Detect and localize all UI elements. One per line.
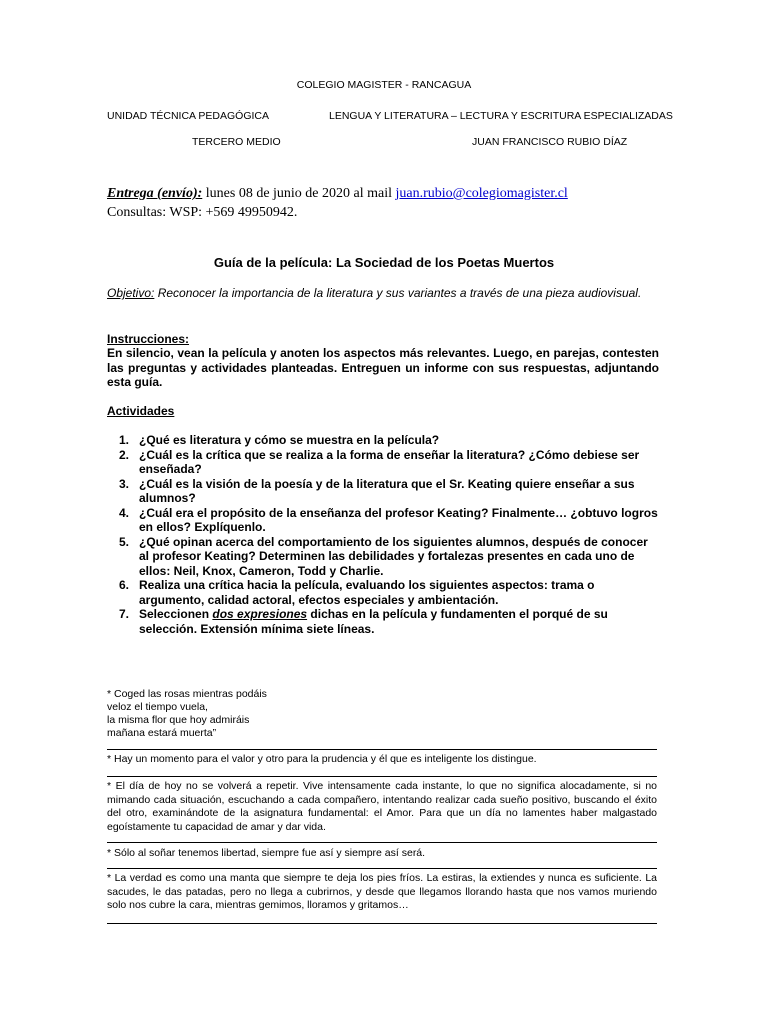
delivery-text: lunes 08 de junio de 2020 al mail — [202, 186, 396, 201]
divider — [107, 842, 657, 843]
divider — [107, 776, 657, 777]
divider — [107, 749, 657, 750]
teacher-name: JUAN FRANCISCO RUBIO DÍAZ — [472, 136, 628, 148]
unit-name: UNIDAD TÉCNICA PEDAGÓGICA — [107, 110, 270, 122]
phrase-item: * Hay un momento para el valor y otro para la prudencia y él que es inteligente los distingue. — [107, 753, 537, 765]
email-link[interactable]: juan.rubio@colegiomagister.cl — [395, 186, 568, 201]
objective — [107, 286, 659, 301]
list-item: 2. ¿Cuál es la crítica que se realiza a la forma de enseñar la literatura? ¿Cómo debiese ser enseñada? — [119, 447, 640, 476]
list-item: 7. Seleccionen dos expresiones dichas en la película y fundamenten el porqué de su selección. Extensión mínima siete líneas. — [119, 607, 608, 636]
subject-name: LENGUA Y LITERATURA – LECTURA Y ESCRITURA ESPECIALIZADAS — [329, 110, 673, 122]
list-item: 6. Realiza una crítica hacia la película, evaluando los siguientes aspectos: trama o argumento, calidad actoral, efectos especiales y ambientación. — [119, 578, 595, 607]
list-item: 5. ¿Qué opinan acerca del comportamiento de los siguientes alumnos, después de conocer al profesor Keating? Determinen las debilidades y fortalezas presentes en cada uno de ellos: Neil, Knox, Cameron, Todd y Charlie. — [119, 534, 648, 578]
phrase-item: * El día de hoy no se volverá a repetir. Vive intensamente cada instante, lo que no significa alocadamente, si no mimando cada situación, escuchando a cada compañero, intentando realizar cada sueño positivo, buscando el éxito del otro, examinándote de la asignatura fundamental: el Amor. Para que un día no lamentes haber malgastado egoístamente tu capacidad de amar y dar vida. — [107, 780, 657, 833]
phrase-item: * Sólo al soñar tenemos libertad, siempre fue así y siempre así será. — [107, 847, 426, 859]
list-item: 4. ¿Cuál era el propósito de la enseñanza del profesor Keating? Finalmente… ¿obtuvo logros en ellos? Explíquenlo. — [119, 505, 658, 534]
phrase-item: * La verdad es como una manta que siempre te deja los pies fríos. La estiras, la extiendes y nunca es suficiente. La sacudes, le das patadas, pero no llega a cubrirnos, y desde que llegamos llorando hasta que nos vamos muriendo solo nos cubre la cara, mientras gemimos, lloramos y gritamos… — [107, 872, 657, 911]
divider — [107, 923, 657, 924]
objective-text: Reconocer la importancia de la literatura y sus variantes a través de una pieza audiovisual. — [154, 286, 642, 300]
school-name: COLEGIO MAGISTER - RANCAGUA — [296, 79, 472, 91]
list-item: 3. ¿Cuál es la visión de la poesía y de la literatura que el Sr. Keating quiere enseñar a sus alumnos? — [119, 476, 635, 505]
page-title: Guía de la película: La Sociedad de los Poetas Muertos — [213, 255, 555, 270]
instructions-label: Instrucciones: — [107, 332, 190, 346]
emphasis: dos expresiones — [212, 607, 308, 621]
activities-label: Actividades — [107, 404, 175, 418]
activities-list — [107, 433, 659, 636]
delivery-line — [107, 186, 568, 202]
objective-label: Objetivo: — [107, 286, 155, 300]
list-item: 1. ¿Qué es literatura y cómo se muestra en la película? — [119, 433, 440, 447]
grade-name: TERCERO MEDIO — [192, 136, 281, 148]
poem-quote: * Coged las rosas mientras podáis veloz el tiempo vuela, la misma flor que hoy admiráis mañana estará muerta” — [107, 688, 267, 739]
consult-line: Consultas: WSP: +569 49950942. — [107, 205, 298, 220]
instructions-text: En silencio, vean la película y anoten los aspectos más relevantes. Luego, en parejas, contesten las preguntas y actividades planteadas. Entreguen un informe con sus respuestas, adjuntando esta guía. — [107, 346, 659, 389]
divider — [107, 868, 657, 869]
delivery-label: Entrega (envío): — [107, 186, 203, 201]
